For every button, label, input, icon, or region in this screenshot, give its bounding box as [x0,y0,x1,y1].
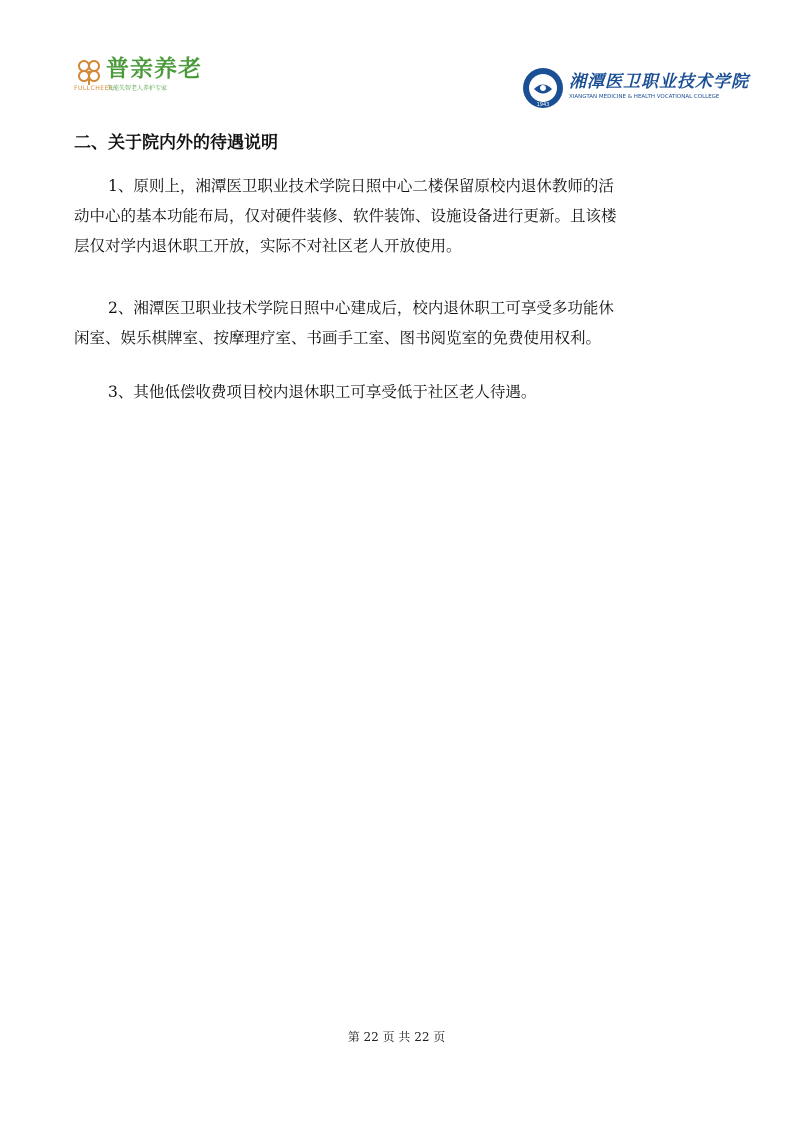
paragraph-line: 动中心的基本功能布局，仅对硬件装修、软件装饰、设施设备进行更新。且该楼 [74,207,617,225]
page-header [0,0,793,120]
paragraph-line: 3、其他低偿收费项目校内退休职工可享受低于社区老人待遇。 [108,383,537,401]
college-name-en: XIANGTAN MEDICINE & HEALTH VOCATIONAL COLLEGE [569,94,720,100]
section-heading: 二、关于院内外的待遇说明 [74,133,278,153]
paragraph-2 [74,293,720,353]
brand-slogan: 失能失智老人养护专家 [107,85,168,92]
paragraph-1 [74,171,720,261]
college-logo [521,66,749,112]
paragraph-line: 闲室、娱乐棋牌室、按摩理疗室、书画手工室、图书阅览室的免费使用权利。 [74,329,602,347]
college-name-cn: 湘潭医卫职业技术学院 [569,72,749,92]
flower-logo-icon [74,58,104,86]
page-number-footer: 第 22 页 共 22 页 [347,1030,446,1044]
seal-year: 1943 [536,102,550,108]
college-seal-icon [521,66,565,110]
brand-name-en: FULLCHEER [74,85,114,92]
fullcheer-logo [74,56,224,98]
brand-name-cn: 普亲养老 [106,56,202,82]
paragraph-line: 2、湘潭医卫职业技术学院日照中心建成后，校内退休职工可享受多功能休 [108,299,614,317]
paragraph-line: 1、原则上，湘潭医卫职业技术学院日照中心二楼保留原校内退休教师的活 [108,177,614,195]
paragraph-line: 层仅对学内退休职工开放，实际不对社区老人开放使用。 [74,237,462,255]
paragraph-3 [74,377,720,407]
